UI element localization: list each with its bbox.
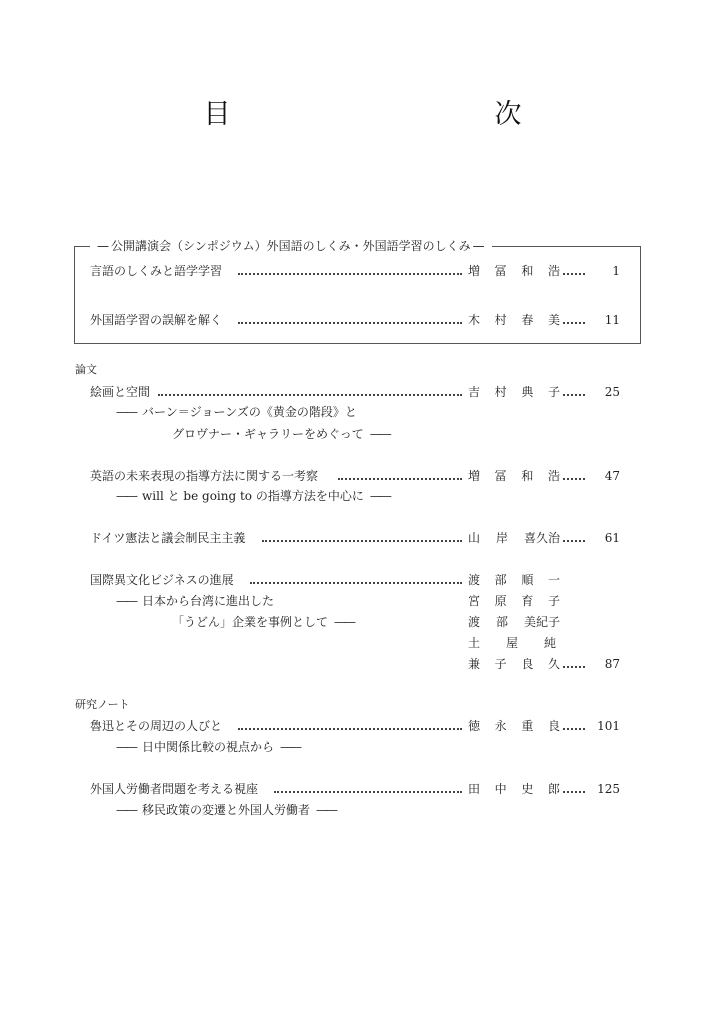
entry-subtitle: —— バーン＝ジョーンズの《黄金の階段》と (116, 405, 357, 419)
toc-entry[interactable] (90, 655, 620, 673)
entry-author: 山 岸 喜久治 (468, 531, 560, 545)
entry-page: 87 (604, 657, 620, 671)
toc-entry[interactable] (90, 383, 620, 401)
entry-subtitle: 「うどん」企業を事例として —— (172, 615, 355, 629)
entry-coauthor: 渡 部 美紀子 (468, 615, 560, 629)
entry-author: 吉 村 典 子 (468, 385, 560, 399)
entry-page: 47 (604, 469, 620, 483)
dot-leader (563, 666, 585, 668)
entry-title: 国際異文化ビジネスの進展 (90, 573, 234, 587)
dot-leader (250, 582, 462, 584)
entry-author: 田 中 史 郎 (468, 782, 560, 796)
entry-coauthor: 兼 子 良 久 (468, 657, 560, 671)
entry-subtitle: —— 日本から台湾に進出した (116, 594, 275, 608)
entry-subtitle: —— will と be going to の指導方法を中心に —— (116, 489, 390, 503)
section-heading-note: 研究ノート (75, 698, 130, 711)
dot-leader (158, 394, 462, 396)
entry-title: 外国人労働者問題を考える視座 (90, 782, 259, 796)
entry-page: 61 (604, 531, 620, 545)
entry-author: 増 冨 和 浩 (468, 264, 560, 278)
entry-subtitle: —— 移民政策の変遷と外国人労働者 —— (116, 803, 337, 817)
entry-title: 外国語学習の誤解を解く (90, 313, 223, 327)
entry-coauthor: 宮 原 育 子 (468, 594, 560, 608)
toc-entry[interactable] (90, 467, 620, 485)
toc-entry[interactable] (90, 717, 620, 735)
dot-leader (338, 478, 462, 480)
section-heading-ronbun: 論文 (75, 363, 97, 376)
entry-title: 英語の未来表現の指導方法に関する一考察 (90, 469, 319, 483)
toc-entry[interactable] (90, 780, 620, 798)
dot-leader (262, 540, 462, 542)
entry-author: 渡 部 順 一 (468, 573, 560, 587)
entry-title: 言語のしくみと語学学習 (90, 264, 223, 278)
entry-author: 木 村 春 美 (468, 313, 560, 327)
entry-title: 魯迅とその周辺の人びと (90, 719, 223, 733)
entry-page: 25 (604, 385, 620, 399)
entry-subtitle: グロヴナー・ギャラリーをめぐって —— (172, 427, 390, 441)
dot-leader (238, 273, 462, 275)
dot-leader (238, 322, 462, 324)
entry-page: 125 (597, 782, 620, 796)
entry-page: 101 (597, 719, 620, 733)
symposium-label: — 公開講演会（シンポジウム）外国語のしくみ・外国語学習のしくみ — (90, 236, 492, 256)
toc-entry[interactable] (90, 262, 620, 280)
dot-leader (238, 728, 462, 730)
entry-title: ドイツ憲法と議会制民主主義 (90, 531, 246, 545)
entry-title: 絵画と空間 (90, 385, 151, 399)
toc-entry[interactable] (90, 311, 620, 329)
entry-author: 徳 永 重 良 (468, 719, 560, 733)
entry-coauthor: 土 屋 純 (468, 636, 556, 650)
dot-leader (563, 728, 585, 730)
toc-entry[interactable] (90, 529, 620, 547)
symposium-box (74, 246, 641, 344)
dot-leader (563, 478, 585, 480)
dot-leader (563, 394, 585, 396)
dot-leader (563, 791, 585, 793)
entry-page: 1 (612, 264, 620, 278)
dot-leader (274, 791, 462, 793)
entry-page: 11 (604, 313, 620, 327)
entry-subtitle: —— 日中関係比較の視点から —— (116, 740, 301, 754)
entry-author: 増 冨 和 浩 (468, 469, 560, 483)
dot-leader (563, 322, 585, 324)
toc-entry[interactable] (90, 571, 620, 589)
dot-leader (563, 540, 585, 542)
page-title: 目 次 (203, 99, 592, 130)
dot-leader (563, 273, 585, 275)
